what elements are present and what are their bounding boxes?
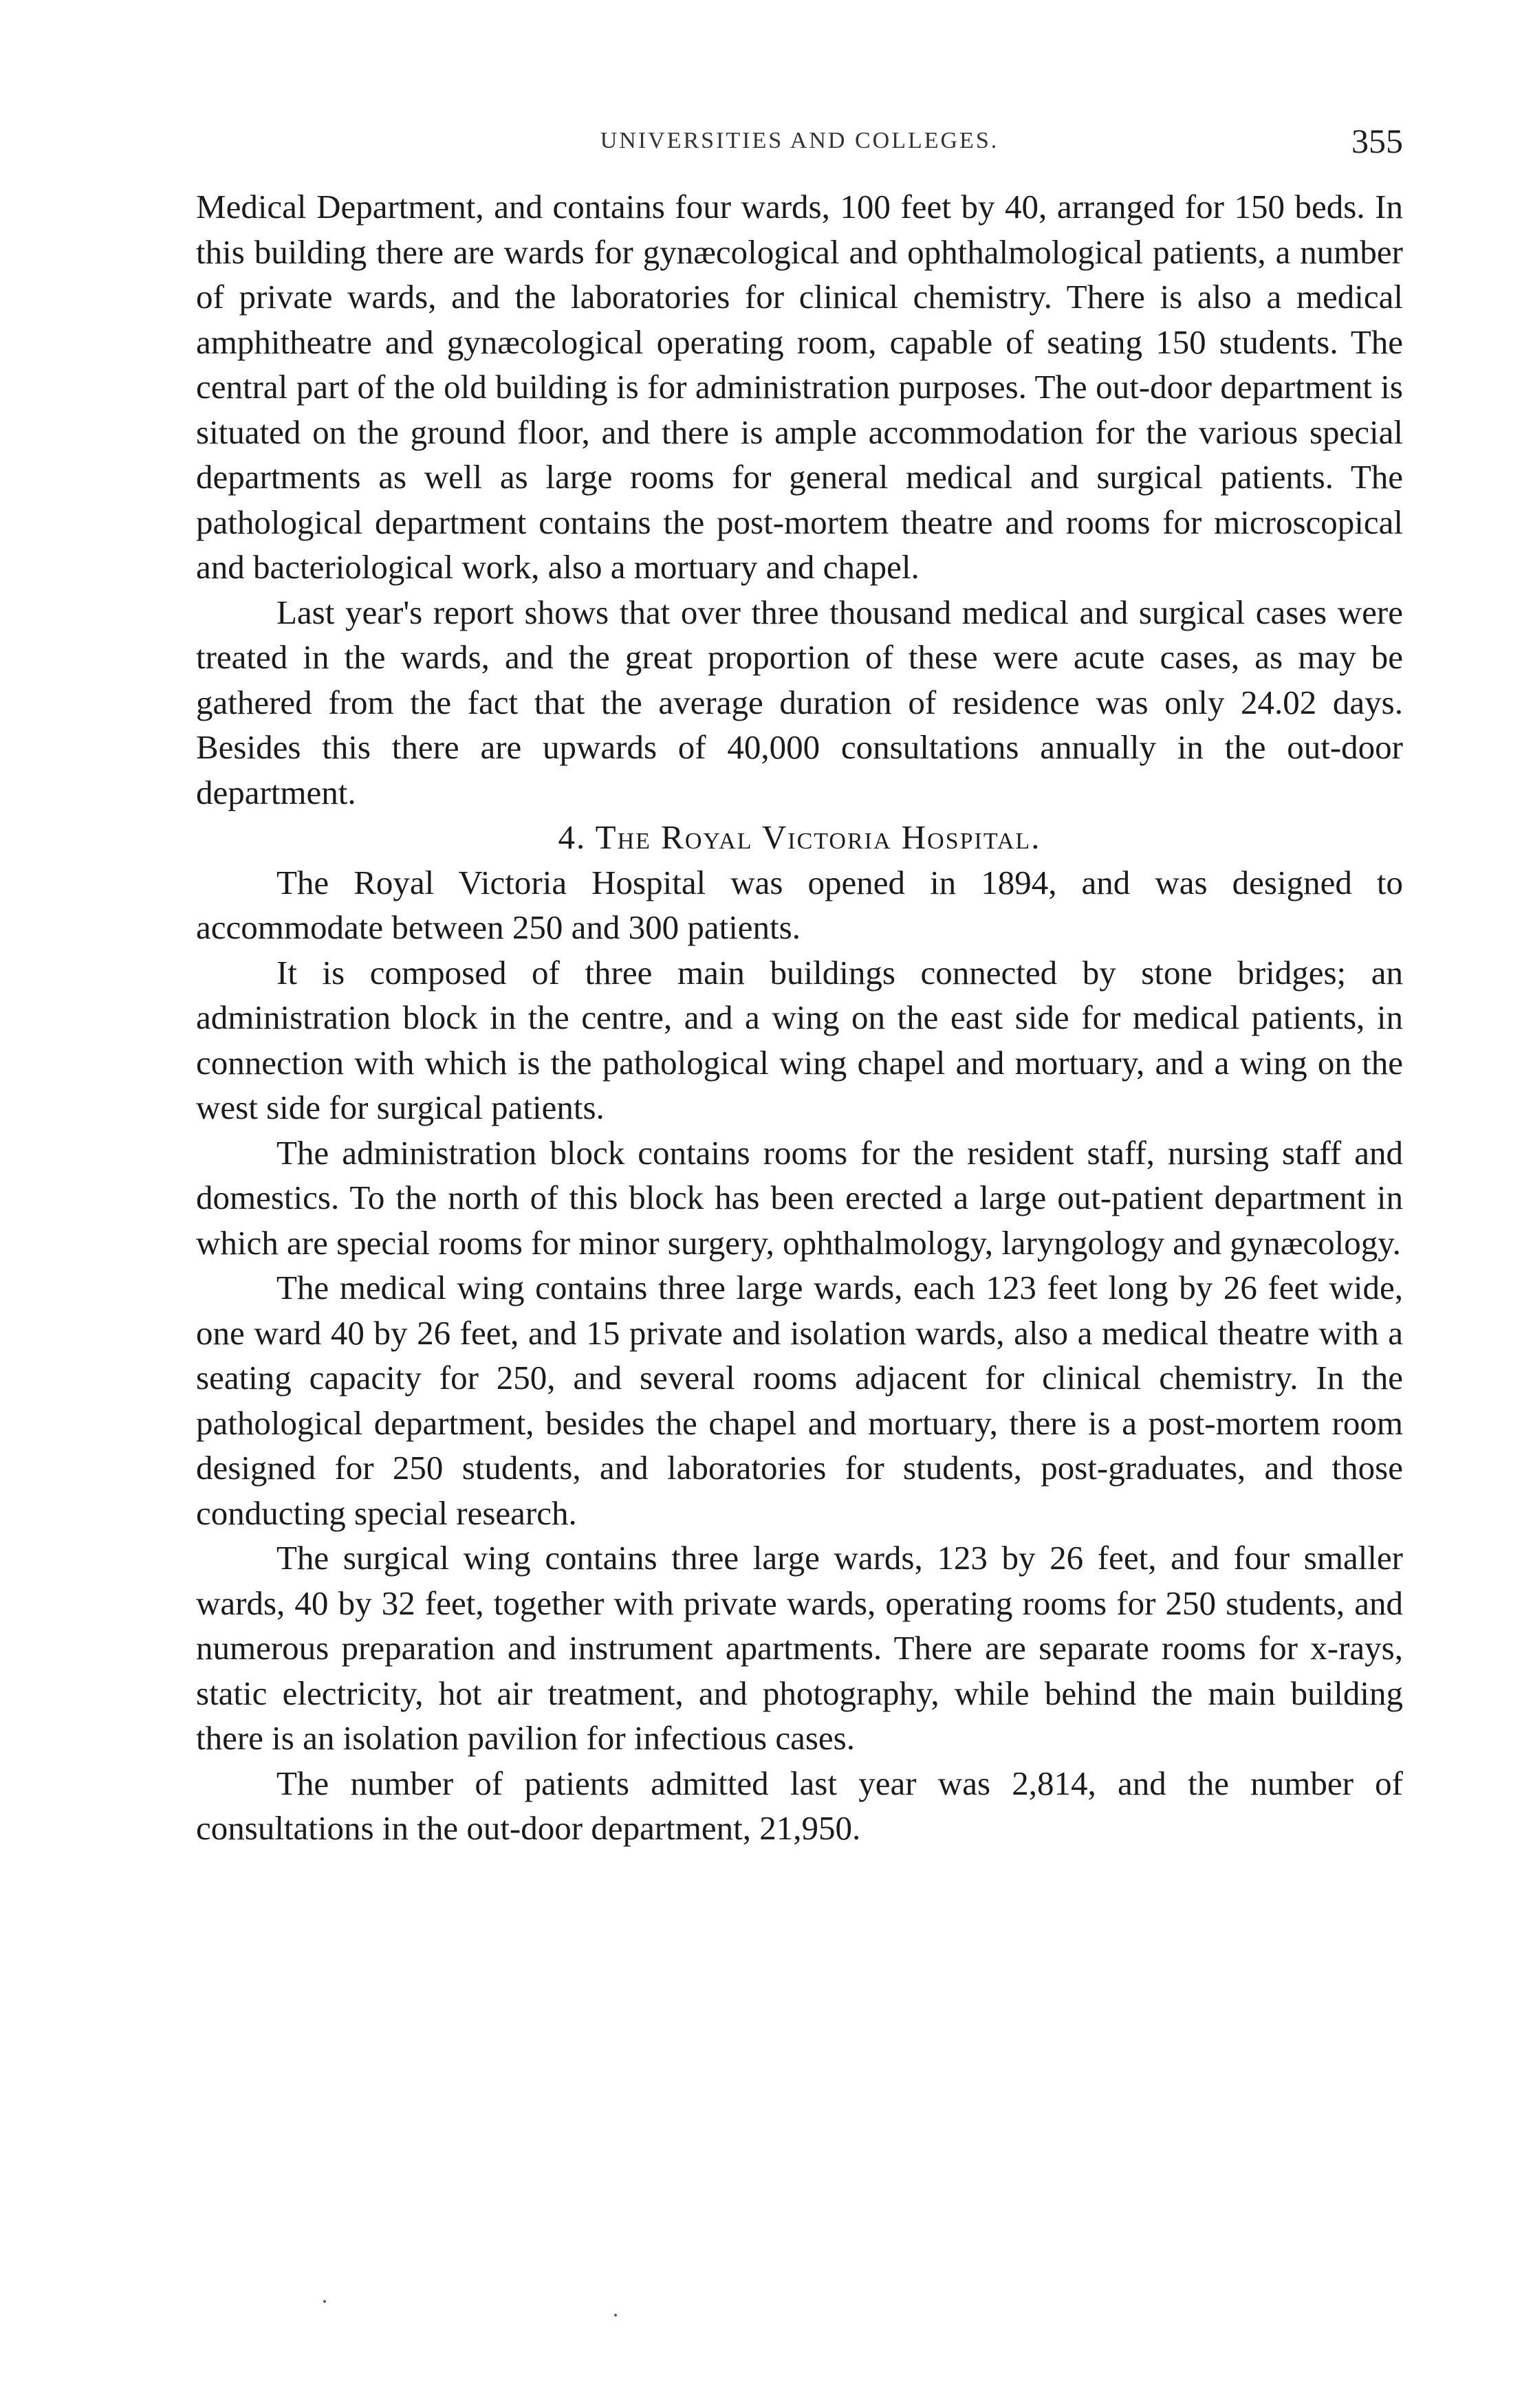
page-number: 355 — [1351, 122, 1403, 160]
scan-speck — [323, 2300, 326, 2303]
paragraph-medical-wing: The medical wing contains three large wards, each 123 feet long by 26 feet wide, one ward 40 by 26 feet, and 15 private and isolation wards, also a medical theatre with a seating capacity for 250, and several rooms adjacent for clinical chemistry. In the pathological department, besides the chapel and mortuary, there is a post-mortem room designed for 250 students, and laboratories for students, post-graduates, and those conducting special research. — [196, 1269, 1403, 1532]
paragraph-continued: Medical Department, and contains four wards, 100 feet by 40, arranged for 150 beds. In this building there are wards for gynæcological and ophthalmological patients, a number of private wards, and the laboratories for clinical chemistry. There is also a medical amphitheatre and gynæcological operating room, capable of seating 150 students. The central part of the old building is for administration purposes. The out-door department is situated on the ground floor, and there is ample accommodation for the various special departments as well as large rooms for general medical and surgical patients. The pathological department contains the post-mortem theatre and rooms for microscopical and bacteriological work, also a mortuary and chapel. — [196, 188, 1403, 586]
paragraph-patient-numbers: The number of patients admitted last year was 2,814, and the number of consultations in the out-door department, 21,950. — [196, 1764, 1403, 1847]
paragraph-administration-block: The administration block contains rooms for the resident staff, nursing staff and domestics. To the north of this block has been erected a large out-patient department in which are special rooms for minor surgery, ophthalmology, laryngology and gynæcology. — [196, 1133, 1403, 1262]
section-heading: 4. The Royal Victoria Hospital. — [558, 818, 1041, 856]
paragraph-buildings: It is composed of three main buildings connected by stone bridges; an administration block in the centre, and a wing on the east side for medical patients, in connection with which is the pathological wing chapel and mortuary, and a wing on the west side for surgical patients. — [196, 953, 1403, 1126]
paragraph-surgical-wing: The surgical wing contains three large wards, 123 by 26 feet, and four smaller wards, 40 by 32 feet, together with private wards, operating rooms for 250 students, and numerous preparation and instrument apartments. There are separate rooms for x-rays, static electricity, hot air treatment, and photography, while behind the main building there is an isolation pavilion for infectious cases. — [196, 1539, 1403, 1757]
scan-speck — [614, 2314, 617, 2317]
paragraph-last-years-report: Last year's report shows that over three thousand medical and surgical cases were treated in the wards, and the great proportion of these were acute cases, as may be gathered from the fact that the average duration of residence was only 24.02 days. Besides this there are upwards of 40,000 consultations annually in the out-door department. — [196, 593, 1403, 811]
running-title: UNIVERSITIES AND COLLEGES. — [600, 128, 999, 153]
paragraph-opening: The Royal Victoria Hospital was opened in 1894, and was designed to accommodate between 250 and 300 patients. — [196, 863, 1403, 946]
